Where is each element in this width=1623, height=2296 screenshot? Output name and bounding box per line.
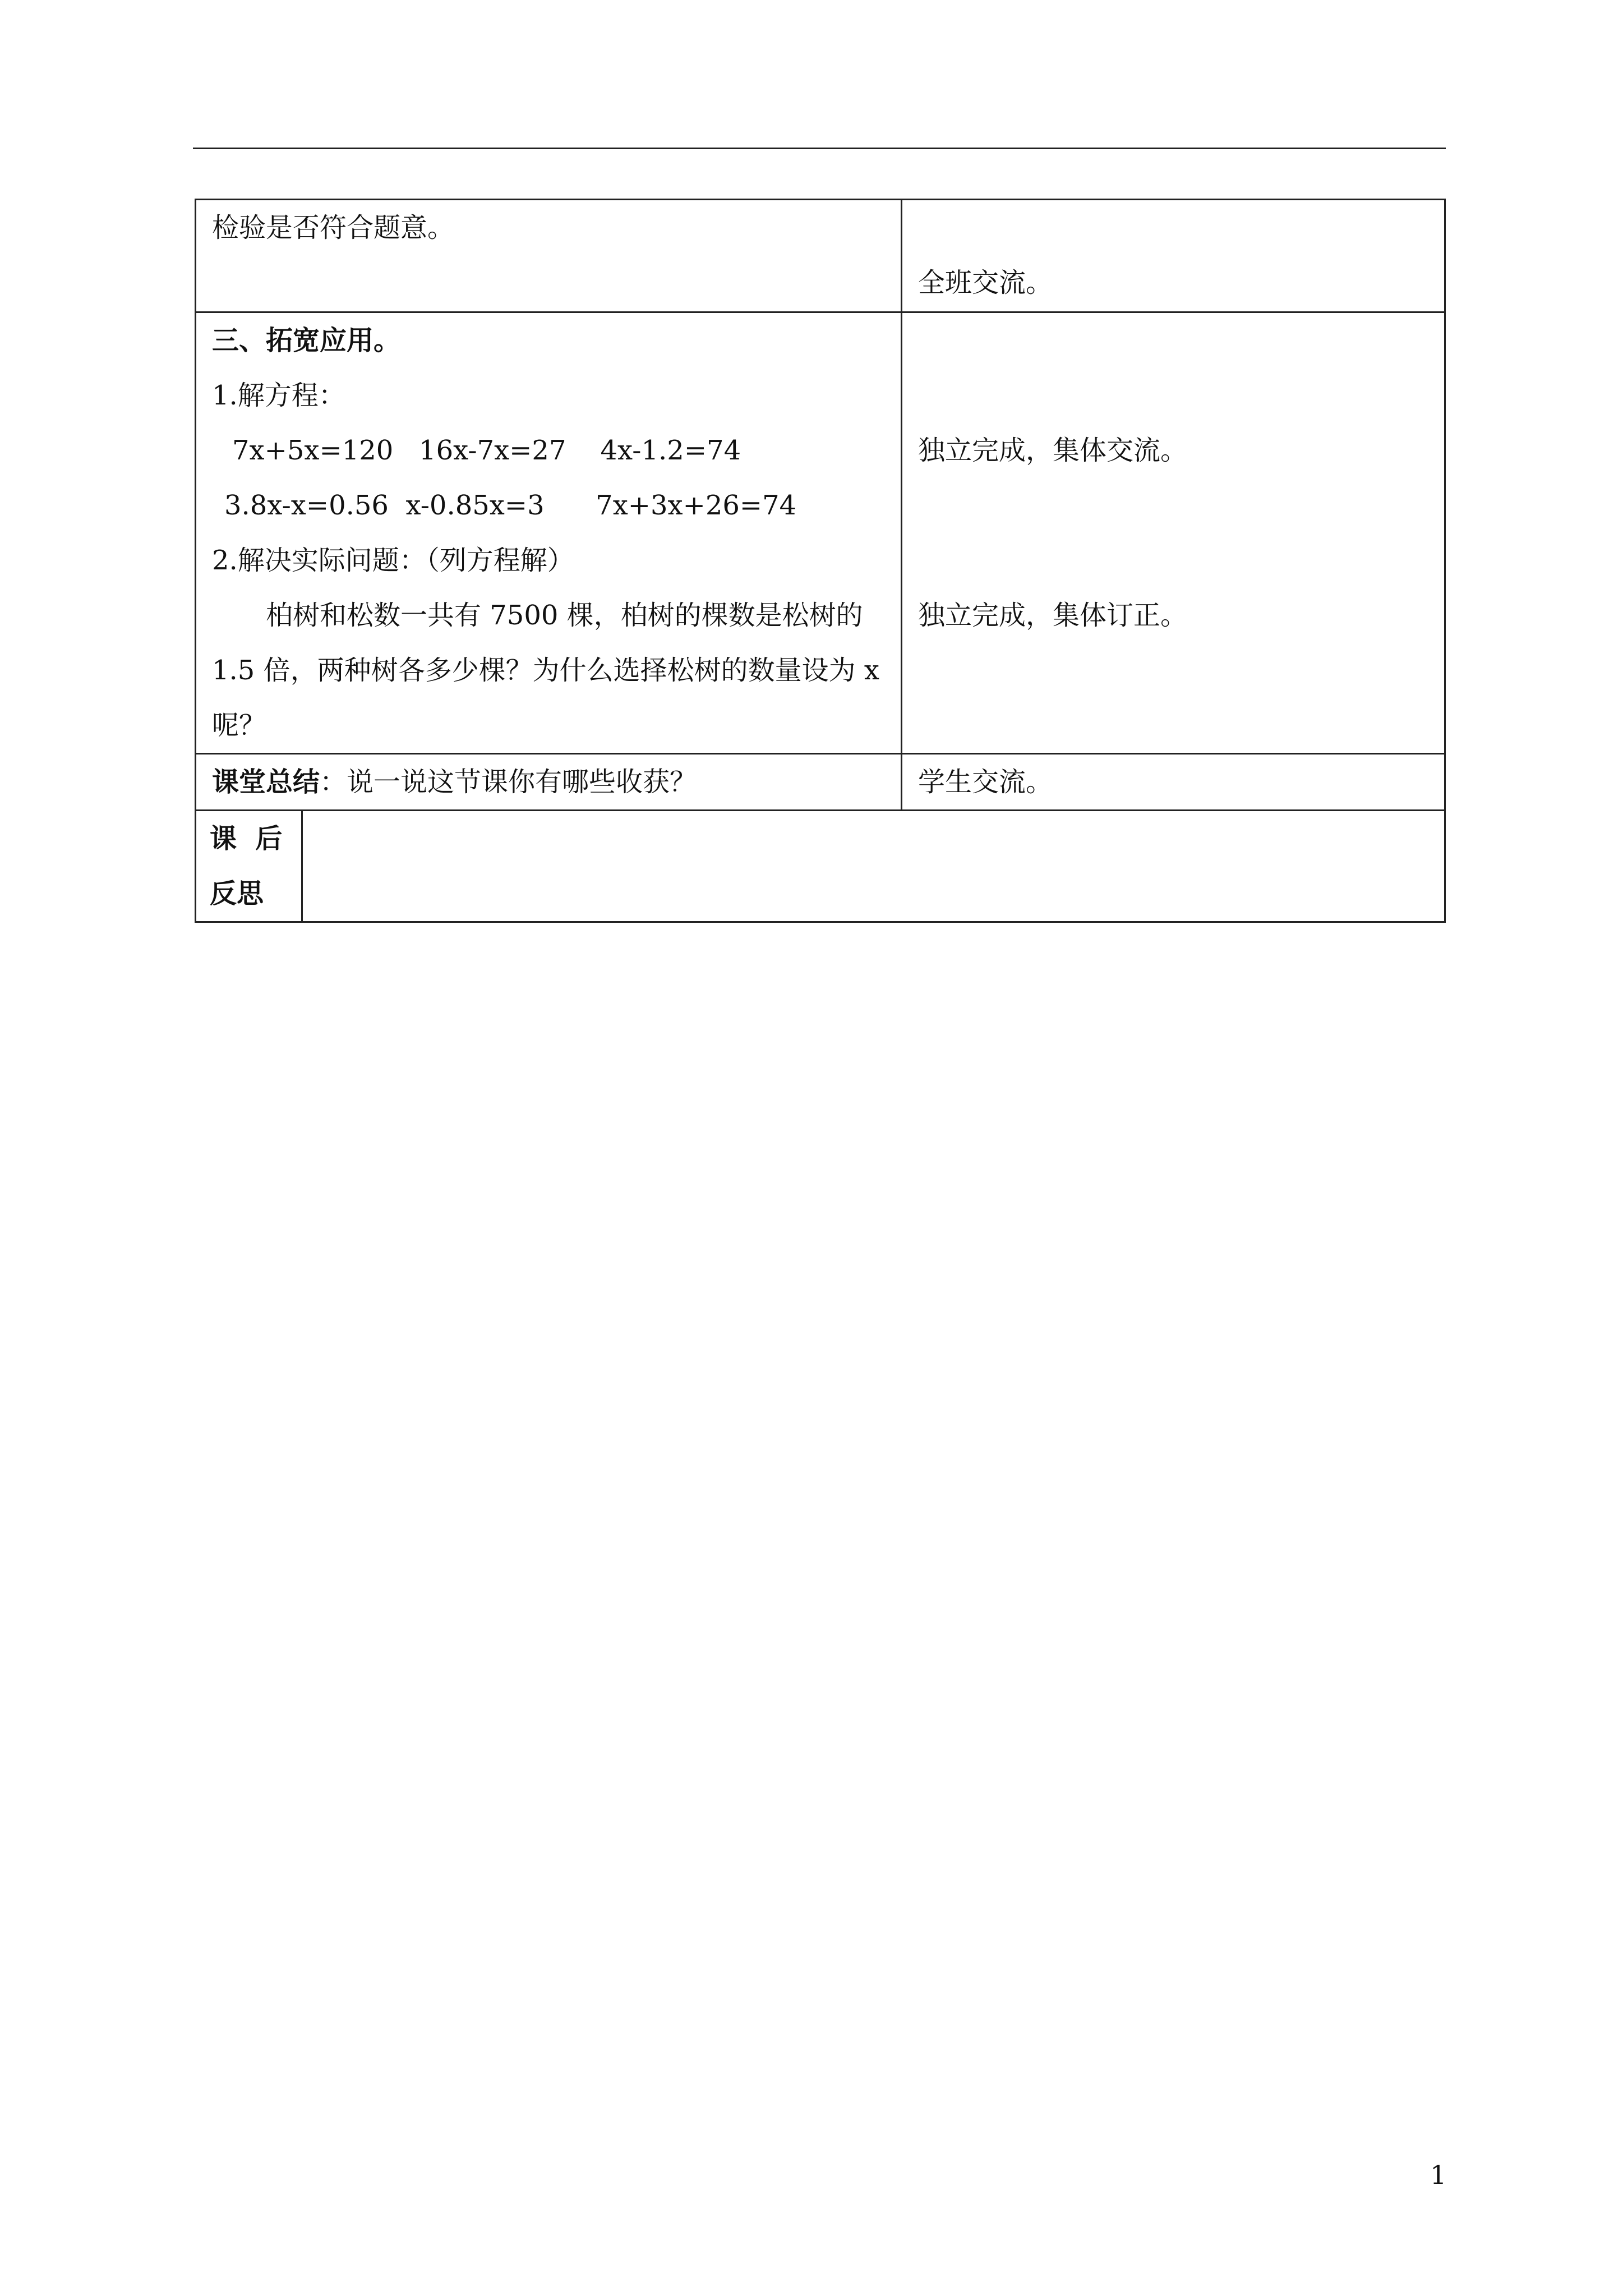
section-heading: 三、拓宽应用。 bbox=[212, 325, 401, 356]
reflection-label-cell bbox=[196, 811, 302, 922]
summary-cell bbox=[196, 754, 902, 811]
verify-cell bbox=[196, 200, 902, 312]
note-independent-correct: 独立完成，集体订正。 bbox=[918, 600, 1188, 631]
table-row bbox=[196, 754, 1445, 811]
item2-label: 2.解决实际问题：（列方程解） bbox=[212, 545, 574, 576]
table-row bbox=[196, 811, 1445, 922]
student-exchange-cell bbox=[902, 754, 1445, 811]
page-number: 1 bbox=[1430, 2160, 1447, 2190]
lesson-plan-table bbox=[195, 199, 1446, 923]
verify-text: 检验是否符合题意。 bbox=[212, 212, 455, 243]
summary-label: 课堂总结 bbox=[212, 766, 320, 798]
word-problem-text: 柏树和松数一共有 7500 棵，柏树的棵数是松树的 1.5 倍，两种树各多少棵？为什么选择松树的数量设为 x 呢？ bbox=[212, 600, 879, 741]
reflection-label-line1: 课 后 bbox=[210, 823, 283, 854]
equations-line-2: 3.8x-x=0.56 x-0.85x=3 7x+3x+26=74 bbox=[224, 490, 797, 521]
table-row bbox=[196, 312, 1445, 754]
item1-label: 1.解方程： bbox=[212, 380, 345, 411]
application-notes-cell bbox=[902, 312, 1445, 754]
note-independent-exchange: 独立完成，集体交流。 bbox=[918, 435, 1188, 466]
student-exchange-text: 学生交流。 bbox=[918, 766, 1053, 798]
summary-text: ：说一说这节课你有哪些收获？ bbox=[320, 766, 697, 798]
reflection-label-line2: 反思 bbox=[210, 878, 264, 909]
table-row bbox=[196, 200, 1445, 312]
reflection-content-cell bbox=[302, 811, 1445, 922]
header-rule bbox=[193, 148, 1446, 149]
class-discussion-text: 全班交流。 bbox=[918, 267, 1053, 298]
application-cell bbox=[196, 312, 902, 754]
class-discussion-cell bbox=[902, 200, 1445, 312]
equations-line-1: 7x+5x=120 16x-7x=27 4x-1.2=74 bbox=[232, 435, 741, 466]
